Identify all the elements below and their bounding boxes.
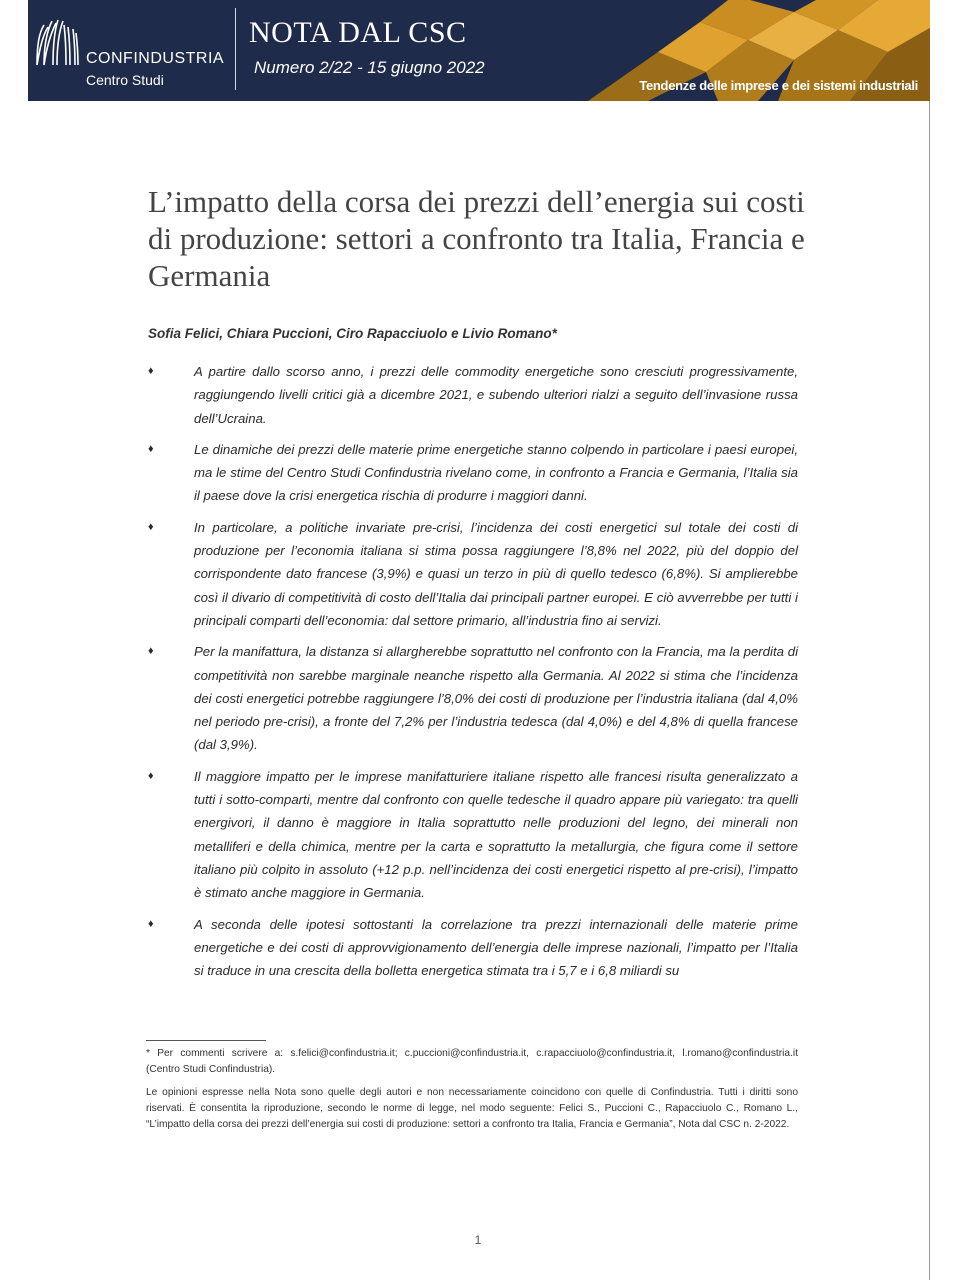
diamond-bullet-icon: ♦: [148, 769, 154, 782]
page-edge: [929, 0, 960, 1280]
bullet-text: Il maggiore impatto per le imprese manifatturiere italiane rispetto alle francesi risulta generalizzato a tutti i sotto-comparti, mentre dal confronto con quelle tedesche il quadro appare più variegato: tra quelli energivori, il danno è maggiore in Italia soprattutto nelle produzioni del legno, dei minerali non metalliferi e della chimica, mentre per la carta e soprattutto la metallurgia, che figura come il settore italiano più colpito in assoluto (+12 p.p. nell’incidenza dei costi energetici rispetto al pre-crisi), l’impatto è stimato anche maggiore in Germania.: [194, 768, 798, 901]
diamond-bullet-icon: ♦: [148, 917, 154, 930]
confindustria-logo-icon: [34, 17, 80, 69]
bullet-text: Per la manifattura, la distanza si allargherebbe soprattutto nel confronto con la Francia, ma la perdita di competitività non sarebbe marginale neanche rispetto alla Germania. Al 2022 si stima che l’incidenza dei costi energetici potrebbe raggiungere l’8,0% dei costi di produzione per l’industria italiana (dal 4,0% nel periodo pre-crisi), a fronte del 7,2% per l’industria tedesca (dal 4,0%) e del 4,8% di quella francese (dal 3,9%).: [194, 644, 798, 753]
summary-bullet-list: [148, 360, 798, 990]
bullet-text: A seconda delle ipotesi sottostanti la correlazione tra prezzi internazionali delle materie prime energetiche e dei costi di approvvigionamento dell’energia delle imprese nazionali, l’impatto per l’Italia si traduce in una crescita della bolletta energetica stimata tra i 5,7 e i 6,8 miliardi su: [194, 916, 798, 979]
bullet-text: Le dinamiche dei prezzi delle materie prime energetiche stanno colpendo in particolare i paesi europei, ma le stime del Centro Studi Confindustria rivelano come, in confronto a Francia e Germania, l’Italia sia il paese dove la crisi energetica rischia di produrre i maggiori danni.: [194, 441, 798, 504]
document-header: [28, 0, 930, 101]
disclaimer: Le opinioni espresse nella Nota sono quelle degli autori e non necessariamente coincidono con quelle di Confindustria. Tutti i diritti sono riservati. È consentita la riproduzione, secondo le norme di legge, nel modo seguente: Felici S., Puccioni C., Rapacciuolo C., Romano L., “L’impatto della corsa dei prezzi dell’energia sui costi di produzione: settori a confronto tra Italia, Francia e Germania”, Nota dal CSC n. 2-2022.: [146, 1087, 798, 1130]
diamond-bullet-icon: ♦: [148, 365, 154, 377]
header-divider: [235, 8, 236, 90]
summary-bullet: [148, 516, 798, 632]
brand-subtitle: Centro Studi: [86, 72, 164, 88]
summary-bullet: [148, 913, 798, 983]
document-title: L’impatto della corsa dei prezzi dell’energia sui costi di produzione: settori a confronto tra Italia, Francia e Germania: [148, 184, 805, 293]
summary-bullet: [148, 765, 798, 905]
diamond-bullet-icon: ♦: [148, 442, 154, 455]
issue-date: Numero 2/22 - 15 giugno 2022: [254, 58, 485, 77]
footnote-rule: [146, 1040, 266, 1041]
bullet-text: In particolare, a politiche invariate pre-crisi, l’incidenza dei costi energetici sul totale dei costi di produzione per l’economia italiana si stima possa raggiungere l’8,8% nel 2022, più del doppio del corrispondente dato francese (3,9%) e quasi un terzo in più di quello tedesco (6,8%). Si amplierebbe così il divario di competitività di costo dell’Italia dai principali partner europei. E ciò avverrebbe per tutti i principali comparti dell’economia: dal settore primario, all’industria fino ai servizi.: [194, 519, 798, 628]
series-title: NOTA DAL CSC: [249, 16, 467, 49]
summary-bullet: [148, 640, 798, 756]
diamond-bullet-icon: ♦: [148, 520, 154, 533]
brand-name: CONFINDUSTRIA: [86, 50, 225, 67]
tagline: Tendenze delle imprese e dei sistemi industriali: [639, 78, 918, 93]
diamond-bullet-icon: ♦: [148, 645, 154, 658]
bullet-text: A partire dallo scorso anno, i prezzi delle commodity energetiche sono cresciuti progressivamente, raggiungendo livelli critici già a dicembre 2021, e subendo ulteriori rialzi a seguito dell’invasione russa dell’Ucraina.: [194, 364, 798, 426]
page-number: 1: [474, 1233, 482, 1247]
authors: Sofia Felici, Chiara Puccioni, Ciro Rapacciuolo e Livio Romano*: [148, 326, 557, 341]
summary-bullet: [148, 360, 798, 430]
summary-bullet: [148, 438, 798, 508]
footnote-contacts: * Per commenti scrivere a: s.felici@confindustria.it; c.puccioni@confindustria.it, c.rapacciuolo@confindustria.it, l.romano@confindustria.it (Centro Studi Confindustria).: [146, 1048, 798, 1075]
